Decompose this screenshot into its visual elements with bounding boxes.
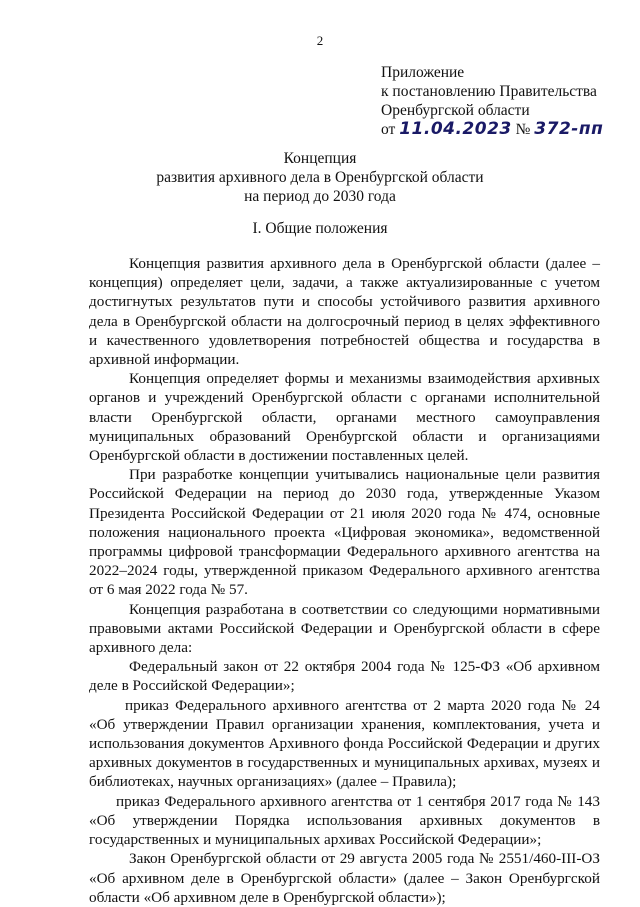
appendix-line-2: к постановлению Правительства [381, 83, 597, 100]
number-sign: № [515, 121, 531, 138]
paragraph: Концепция разработана в соответствии со следующими нормативными правовыми актами Российской Федерации и Оренбургской области в сфере архивного дела: [89, 600, 600, 657]
handwritten-number: 372-пп [534, 119, 604, 139]
paragraph: Закон Оренбургской области от 29 августа 2005 года № 2551/460-III-ОЗ «Об архивном деле в Оренбургской области» (далее – Закон Оренбургской области «Об архивном деле в Оренбургской области»); [89, 850, 600, 906]
title-line-1: Концепция [283, 150, 357, 167]
document-body [89, 254, 600, 907]
paragraph: приказ Федерального архивного агентства от 1 сентября 2017 года № 143 «Об утверждении Порядка использования архивных документов в государственных и муниципальных архивах Российской Федерации»; [89, 792, 600, 849]
appendix-date-line [381, 120, 603, 139]
paragraph: приказ Федерального архивного агентства от 2 марта 2020 года № 24 «Об утверждении Правил организации хранения, комплектования, учета и использования документов Архивного фонда Российской Федерации и других архивных документов в государственных и муниципальных архивах, музеях и библиотеках, научных организациях» (далее – Правила); [89, 696, 600, 791]
date-prefix: от [381, 121, 396, 138]
handwritten-date: 11.04.2023 [399, 119, 512, 139]
appendix-line-1: Приложение [381, 64, 465, 81]
appendix-header [381, 63, 603, 139]
paragraph: Федеральный закон от 22 октября 2004 года № 125-ФЗ «Об архивном деле в Российской Федерации»; [89, 658, 600, 695]
page-number: 2 [316, 33, 324, 48]
paragraph: При разработке концепции учитывались национальные цели развития Российской Федерации на период до 2030 года, утвержденные Указом Президента Российской Федерации от 21 июля 2020 года № 474, основные положения национального проекта «Цифровая экономика», ведомственной программы цифровой трансформации Федерального архивного агентства на 2022–2024 годы, утвержденной приказом Федерального архивного агентства от 6 мая 2022 года № 57. [89, 466, 600, 599]
paragraph: Концепция определяет формы и механизмы взаимодействия архивных органов и учреждений Оренбургской области с органами исполнительной власти Оренбургской области, органами местного самоуправления муниципальных образований Оренбургской области и организациями Оренбургской области в достижении поставленных целей. [89, 370, 600, 465]
document-title [0, 149, 640, 206]
title-line-3: на период до 2030 года [244, 188, 396, 205]
title-line-2: развития архивного дела в Оренбургской области [156, 169, 484, 186]
paragraph: Концепция развития архивного дела в Оренбургской области (далее – концепция) определяет цели, задачи, а также актуализированные с учетом достигнутых результатов пути и способы устойчивого развития архивного дела в Оренбургской области на долгосрочный период в целях эффективного и качественного удовлетворения потребностей общества и государства в архивной информации. [89, 255, 600, 369]
section-heading: I. Общие положения [252, 220, 388, 237]
appendix-line-3: Оренбургской области [381, 102, 530, 119]
